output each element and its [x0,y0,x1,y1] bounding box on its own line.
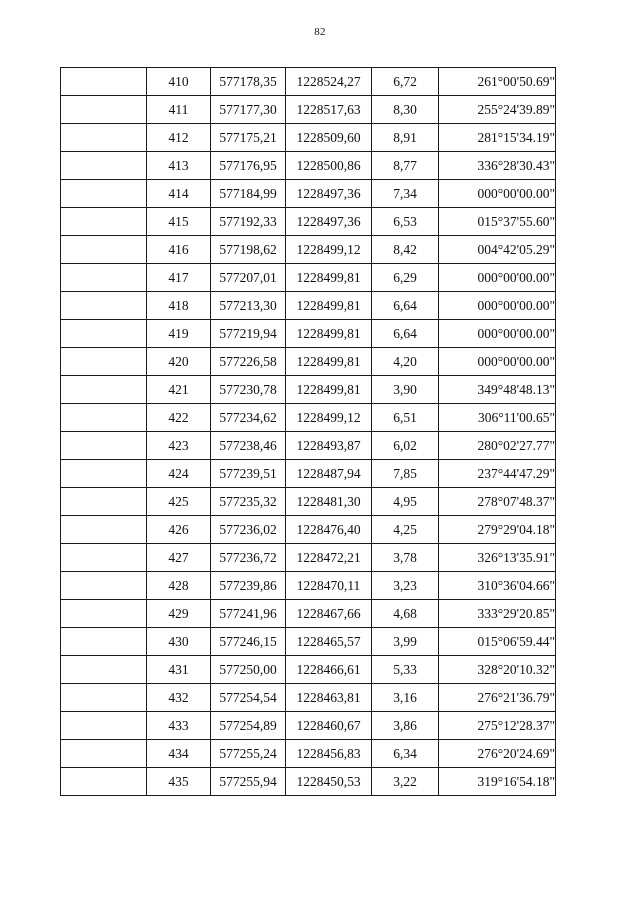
x-coordinate-cell: 577184,99 [211,180,286,208]
coordinates-table [60,67,556,796]
distance-cell: 4,95 [372,488,439,516]
distance-cell: 5,33 [372,656,439,684]
distance-cell: 4,68 [372,600,439,628]
x-coordinate-cell: 577207,01 [211,264,286,292]
y-coordinate-cell: 1228509,60 [286,124,372,152]
y-coordinate-cell: 1228497,36 [286,180,372,208]
x-coordinate-cell: 577178,35 [211,68,286,96]
distance-cell: 8,77 [372,152,439,180]
distance-cell: 7,34 [372,180,439,208]
distance-cell: 4,25 [372,516,439,544]
y-coordinate-cell: 1228460,67 [286,712,372,740]
coordinates-table-body [61,68,556,796]
distance-cell: 3,90 [372,376,439,404]
point-number-cell: 419 [147,320,211,348]
y-coordinate-cell: 1228467,66 [286,600,372,628]
table-row [61,712,556,740]
bearing-cell: 336°28'30.43" [439,152,556,180]
x-coordinate-cell: 577239,51 [211,460,286,488]
table-row [61,320,556,348]
table-row [61,628,556,656]
bearing-cell: 015°37'55.60" [439,208,556,236]
distance-cell: 6,02 [372,432,439,460]
table-row [61,488,556,516]
bearing-cell: 349°48'48.13" [439,376,556,404]
point-number-cell: 435 [147,768,211,796]
point-number-cell: 427 [147,544,211,572]
x-coordinate-cell: 577238,46 [211,432,286,460]
distance-cell: 7,85 [372,460,439,488]
point-number-cell: 430 [147,628,211,656]
bearing-cell: 000°00'00.00" [439,320,556,348]
row-label-cell [61,264,147,292]
y-coordinate-cell: 1228499,81 [286,264,372,292]
row-label-cell [61,516,147,544]
x-coordinate-cell: 577219,94 [211,320,286,348]
bearing-cell: 261°00'50.69" [439,68,556,96]
x-coordinate-cell: 577241,96 [211,600,286,628]
bearing-cell: 319°16'54.18" [439,768,556,796]
table-row [61,572,556,600]
x-coordinate-cell: 577234,62 [211,404,286,432]
row-label-cell [61,600,147,628]
y-coordinate-cell: 1228524,27 [286,68,372,96]
point-number-cell: 429 [147,600,211,628]
row-label-cell [61,432,147,460]
bearing-cell: 326°13'35.91" [439,544,556,572]
x-coordinate-cell: 577176,95 [211,152,286,180]
table-row [61,432,556,460]
row-label-cell [61,348,147,376]
row-label-cell [61,488,147,516]
bearing-cell: 004°42'05.29" [439,236,556,264]
point-number-cell: 434 [147,740,211,768]
point-number-cell: 421 [147,376,211,404]
distance-cell: 8,91 [372,124,439,152]
bearing-cell: 000°00'00.00" [439,292,556,320]
y-coordinate-cell: 1228499,12 [286,236,372,264]
point-number-cell: 428 [147,572,211,600]
x-coordinate-cell: 577226,58 [211,348,286,376]
table-row [61,96,556,124]
x-coordinate-cell: 577213,30 [211,292,286,320]
table-row [61,180,556,208]
x-coordinate-cell: 577254,54 [211,684,286,712]
distance-cell: 8,30 [372,96,439,124]
bearing-cell: 276°21'36.79" [439,684,556,712]
y-coordinate-cell: 1228493,87 [286,432,372,460]
table-row [61,264,556,292]
table-row [61,348,556,376]
x-coordinate-cell: 577192,33 [211,208,286,236]
bearing-cell: 275°12'28.37" [439,712,556,740]
y-coordinate-cell: 1228472,21 [286,544,372,572]
y-coordinate-cell: 1228499,81 [286,320,372,348]
bearing-cell: 276°20'24.69" [439,740,556,768]
point-number-cell: 425 [147,488,211,516]
distance-cell: 6,34 [372,740,439,768]
x-coordinate-cell: 577236,02 [211,516,286,544]
row-label-cell [61,404,147,432]
y-coordinate-cell: 1228450,53 [286,768,372,796]
y-coordinate-cell: 1228499,81 [286,292,372,320]
row-label-cell [61,628,147,656]
y-coordinate-cell: 1228500,86 [286,152,372,180]
x-coordinate-cell: 577235,32 [211,488,286,516]
point-number-cell: 426 [147,516,211,544]
table-row [61,544,556,572]
row-label-cell [61,180,147,208]
x-coordinate-cell: 577236,72 [211,544,286,572]
table-row [61,124,556,152]
row-label-cell [61,208,147,236]
distance-cell: 3,23 [372,572,439,600]
bearing-cell: 015°06'59.44" [439,628,556,656]
point-number-cell: 424 [147,460,211,488]
distance-cell: 3,86 [372,712,439,740]
point-number-cell: 410 [147,68,211,96]
table-row [61,600,556,628]
row-label-cell [61,68,147,96]
bearing-cell: 278°07'48.37" [439,488,556,516]
row-label-cell [61,376,147,404]
row-label-cell [61,320,147,348]
x-coordinate-cell: 577239,86 [211,572,286,600]
table-row [61,292,556,320]
bearing-cell: 000°00'00.00" [439,264,556,292]
point-number-cell: 416 [147,236,211,264]
bearing-cell: 279°29'04.18" [439,516,556,544]
page-number: 82 [314,26,326,38]
distance-cell: 6,72 [372,68,439,96]
point-number-cell: 412 [147,124,211,152]
distance-cell: 6,64 [372,292,439,320]
row-label-cell [61,572,147,600]
point-number-cell: 431 [147,656,211,684]
row-label-cell [61,544,147,572]
point-number-cell: 414 [147,180,211,208]
row-label-cell [61,236,147,264]
x-coordinate-cell: 577254,89 [211,712,286,740]
distance-cell: 3,99 [372,628,439,656]
table-row [61,684,556,712]
table-row [61,236,556,264]
y-coordinate-cell: 1228476,40 [286,516,372,544]
row-label-cell [61,740,147,768]
distance-cell: 6,64 [372,320,439,348]
distance-cell: 4,20 [372,348,439,376]
row-label-cell [61,96,147,124]
y-coordinate-cell: 1228481,30 [286,488,372,516]
y-coordinate-cell: 1228487,94 [286,460,372,488]
point-number-cell: 423 [147,432,211,460]
table-row [61,656,556,684]
x-coordinate-cell: 577230,78 [211,376,286,404]
point-number-cell: 433 [147,712,211,740]
point-number-cell: 417 [147,264,211,292]
distance-cell: 6,29 [372,264,439,292]
point-number-cell: 413 [147,152,211,180]
bearing-cell: 333°29'20.85" [439,600,556,628]
row-label-cell [61,684,147,712]
table-row [61,152,556,180]
y-coordinate-cell: 1228517,63 [286,96,372,124]
point-number-cell: 415 [147,208,211,236]
distance-cell: 3,16 [372,684,439,712]
table-row [61,460,556,488]
y-coordinate-cell: 1228499,81 [286,348,372,376]
point-number-cell: 411 [147,96,211,124]
row-label-cell [61,656,147,684]
y-coordinate-cell: 1228456,83 [286,740,372,768]
bearing-cell: 237°44'47.29" [439,460,556,488]
y-coordinate-cell: 1228497,36 [286,208,372,236]
x-coordinate-cell: 577177,30 [211,96,286,124]
distance-cell: 3,22 [372,768,439,796]
y-coordinate-cell: 1228463,81 [286,684,372,712]
x-coordinate-cell: 577246,15 [211,628,286,656]
row-label-cell [61,460,147,488]
point-number-cell: 420 [147,348,211,376]
x-coordinate-cell: 577255,24 [211,740,286,768]
point-number-cell: 418 [147,292,211,320]
table-row [61,516,556,544]
row-label-cell [61,768,147,796]
distance-cell: 3,78 [372,544,439,572]
table-row [61,740,556,768]
distance-cell: 6,51 [372,404,439,432]
bearing-cell: 000°00'00.00" [439,348,556,376]
bearing-cell: 280°02'27.77" [439,432,556,460]
distance-cell: 6,53 [372,208,439,236]
y-coordinate-cell: 1228470,11 [286,572,372,600]
bearing-cell: 310°36'04.66" [439,572,556,600]
row-label-cell [61,292,147,320]
table-row [61,404,556,432]
x-coordinate-cell: 577198,62 [211,236,286,264]
table-row [61,208,556,236]
point-number-cell: 432 [147,684,211,712]
y-coordinate-cell: 1228499,81 [286,376,372,404]
bearing-cell: 281°15'34.19" [439,124,556,152]
x-coordinate-cell: 577255,94 [211,768,286,796]
row-label-cell [61,124,147,152]
table-row [61,68,556,96]
x-coordinate-cell: 577175,21 [211,124,286,152]
table-row [61,768,556,796]
y-coordinate-cell: 1228466,61 [286,656,372,684]
distance-cell: 8,42 [372,236,439,264]
y-coordinate-cell: 1228499,12 [286,404,372,432]
table-row [61,376,556,404]
x-coordinate-cell: 577250,00 [211,656,286,684]
row-label-cell [61,712,147,740]
bearing-cell: 328°20'10.32" [439,656,556,684]
bearing-cell: 306°11'00.65" [439,404,556,432]
bearing-cell: 255°24'39.89" [439,96,556,124]
y-coordinate-cell: 1228465,57 [286,628,372,656]
row-label-cell [61,152,147,180]
point-number-cell: 422 [147,404,211,432]
bearing-cell: 000°00'00.00" [439,180,556,208]
